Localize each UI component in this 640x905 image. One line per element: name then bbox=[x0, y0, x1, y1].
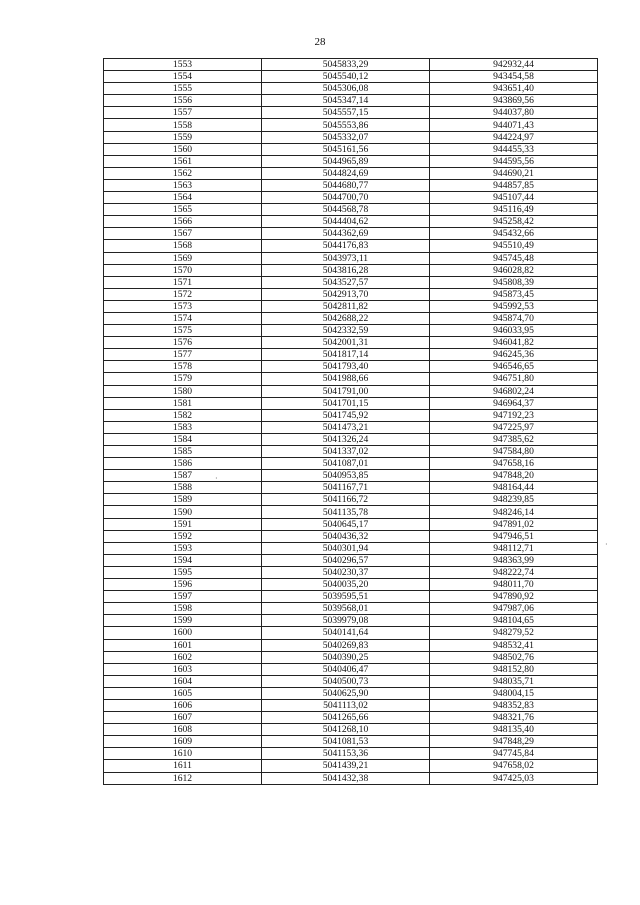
table-row bbox=[104, 603, 598, 615]
y-coordinate-cell: 947658,02 bbox=[430, 760, 598, 772]
point-number-cell: 1567 bbox=[104, 228, 262, 240]
x-coordinate-cell: 5042811,82 bbox=[262, 300, 430, 312]
x-coordinate-cell: 5041268,10 bbox=[262, 724, 430, 736]
y-coordinate-cell: 948532,41 bbox=[430, 639, 598, 651]
y-coordinate-cell: 948004,15 bbox=[430, 687, 598, 699]
point-number-cell: 1576 bbox=[104, 337, 262, 349]
point-number-cell: 1575 bbox=[104, 325, 262, 337]
point-number-cell: 1559 bbox=[104, 131, 262, 143]
table-row bbox=[104, 651, 598, 663]
x-coordinate-cell: 5045161,56 bbox=[262, 143, 430, 155]
point-number-cell: 1574 bbox=[104, 312, 262, 324]
y-coordinate-cell: 947946,51 bbox=[430, 530, 598, 542]
x-coordinate-cell: 5040301,94 bbox=[262, 542, 430, 554]
x-coordinate-cell: 5044824,69 bbox=[262, 167, 430, 179]
y-coordinate-cell: 948152,80 bbox=[430, 663, 598, 675]
y-coordinate-cell: 948011,70 bbox=[430, 579, 598, 591]
y-coordinate-cell: 946751,80 bbox=[430, 373, 598, 385]
y-coordinate-cell: 945107,44 bbox=[430, 192, 598, 204]
x-coordinate-cell: 5045540,12 bbox=[262, 71, 430, 83]
table-row bbox=[104, 518, 598, 530]
y-coordinate-cell: 948239,85 bbox=[430, 494, 598, 506]
table-row bbox=[104, 530, 598, 542]
x-coordinate-cell: 5043527,57 bbox=[262, 276, 430, 288]
scan-speck: · bbox=[215, 474, 218, 483]
point-number-cell: 1608 bbox=[104, 724, 262, 736]
table-row bbox=[104, 506, 598, 518]
point-number-cell: 1554 bbox=[104, 71, 262, 83]
point-number-cell: 1563 bbox=[104, 179, 262, 191]
y-coordinate-cell: 947890,92 bbox=[430, 591, 598, 603]
x-coordinate-cell: 5045833,29 bbox=[262, 59, 430, 71]
y-coordinate-cell: 947425,03 bbox=[430, 772, 598, 784]
y-coordinate-cell: 947891,02 bbox=[430, 518, 598, 530]
point-number-cell: 1577 bbox=[104, 349, 262, 361]
point-number-cell: 1556 bbox=[104, 95, 262, 107]
table-row bbox=[104, 312, 598, 324]
y-coordinate-cell: 947745,84 bbox=[430, 748, 598, 760]
x-coordinate-cell: 5040436,32 bbox=[262, 530, 430, 542]
point-number-cell: 1582 bbox=[104, 409, 262, 421]
x-coordinate-cell: 5042688,22 bbox=[262, 312, 430, 324]
y-coordinate-cell: 946964,37 bbox=[430, 397, 598, 409]
y-coordinate-cell: 944690,21 bbox=[430, 167, 598, 179]
point-number-cell: 1601 bbox=[104, 639, 262, 651]
point-number-cell: 1580 bbox=[104, 385, 262, 397]
point-number-cell: 1594 bbox=[104, 554, 262, 566]
point-number-cell: 1606 bbox=[104, 699, 262, 711]
x-coordinate-cell: 5041432,38 bbox=[262, 772, 430, 784]
x-coordinate-cell: 5044176,83 bbox=[262, 240, 430, 252]
x-coordinate-cell: 5045553,86 bbox=[262, 119, 430, 131]
table-row bbox=[104, 240, 598, 252]
y-coordinate-cell: 948164,44 bbox=[430, 482, 598, 494]
y-coordinate-cell: 948222,74 bbox=[430, 566, 598, 578]
y-coordinate-cell: 946028,82 bbox=[430, 264, 598, 276]
point-number-cell: 1578 bbox=[104, 361, 262, 373]
table-row bbox=[104, 300, 598, 312]
point-number-cell: 1569 bbox=[104, 252, 262, 264]
point-number-cell: 1581 bbox=[104, 397, 262, 409]
point-number-cell: 1591 bbox=[104, 518, 262, 530]
table-row bbox=[104, 772, 598, 784]
y-coordinate-cell: 948246,14 bbox=[430, 506, 598, 518]
x-coordinate-cell: 5041439,21 bbox=[262, 760, 430, 772]
x-coordinate-cell: 5040230,37 bbox=[262, 566, 430, 578]
x-coordinate-cell: 5041135,78 bbox=[262, 506, 430, 518]
x-coordinate-cell: 5041166,72 bbox=[262, 494, 430, 506]
table-row bbox=[104, 760, 598, 772]
point-number-cell: 1600 bbox=[104, 627, 262, 639]
table-row bbox=[104, 373, 598, 385]
point-number-cell: 1588 bbox=[104, 482, 262, 494]
x-coordinate-cell: 5040390,25 bbox=[262, 651, 430, 663]
table-row bbox=[104, 107, 598, 119]
y-coordinate-cell: 943869,56 bbox=[430, 95, 598, 107]
y-coordinate-cell: 948352,83 bbox=[430, 699, 598, 711]
y-coordinate-cell: 947658,16 bbox=[430, 458, 598, 470]
y-coordinate-cell: 946041,82 bbox=[430, 337, 598, 349]
table-row bbox=[104, 542, 598, 554]
y-coordinate-cell: 943454,58 bbox=[430, 71, 598, 83]
x-coordinate-cell: 5042332,59 bbox=[262, 325, 430, 337]
y-coordinate-cell: 944037,80 bbox=[430, 107, 598, 119]
point-number-cell: 1568 bbox=[104, 240, 262, 252]
point-number-cell: 1553 bbox=[104, 59, 262, 71]
table-row bbox=[104, 409, 598, 421]
y-coordinate-cell: 945874,70 bbox=[430, 312, 598, 324]
x-coordinate-cell: 5043816,28 bbox=[262, 264, 430, 276]
point-number-cell: 1572 bbox=[104, 288, 262, 300]
x-coordinate-cell: 5044568,78 bbox=[262, 204, 430, 216]
table-row bbox=[104, 325, 598, 337]
y-coordinate-cell: 945510,49 bbox=[430, 240, 598, 252]
table-row bbox=[104, 748, 598, 760]
x-coordinate-cell: 5040141,64 bbox=[262, 627, 430, 639]
y-coordinate-cell: 948112,71 bbox=[430, 542, 598, 554]
point-number-cell: 1604 bbox=[104, 675, 262, 687]
table-row bbox=[104, 554, 598, 566]
x-coordinate-cell: 5042913,70 bbox=[262, 288, 430, 300]
point-number-cell: 1579 bbox=[104, 373, 262, 385]
y-coordinate-cell: 945992,53 bbox=[430, 300, 598, 312]
x-coordinate-cell: 5040953,85 bbox=[262, 470, 430, 482]
x-coordinate-cell: 5045332,07 bbox=[262, 131, 430, 143]
x-coordinate-cell: 5040645,17 bbox=[262, 518, 430, 530]
x-coordinate-cell: 5045347,14 bbox=[262, 95, 430, 107]
table-row bbox=[104, 192, 598, 204]
x-coordinate-cell: 5044404,62 bbox=[262, 216, 430, 228]
table-row bbox=[104, 361, 598, 373]
table-row bbox=[104, 687, 598, 699]
y-coordinate-cell: 942932,44 bbox=[430, 59, 598, 71]
table-row bbox=[104, 663, 598, 675]
y-coordinate-cell: 944455,33 bbox=[430, 143, 598, 155]
point-number-cell: 1603 bbox=[104, 663, 262, 675]
x-coordinate-cell: 5041745,92 bbox=[262, 409, 430, 421]
table-row bbox=[104, 446, 598, 458]
table-row bbox=[104, 216, 598, 228]
y-coordinate-cell: 948321,76 bbox=[430, 712, 598, 724]
table-row bbox=[104, 155, 598, 167]
x-coordinate-cell: 5040625,90 bbox=[262, 687, 430, 699]
point-number-cell: 1557 bbox=[104, 107, 262, 119]
point-number-cell: 1587 bbox=[104, 470, 262, 482]
point-number-cell: 1589 bbox=[104, 494, 262, 506]
table-row bbox=[104, 228, 598, 240]
x-coordinate-cell: 5044680,77 bbox=[262, 179, 430, 191]
table-row bbox=[104, 566, 598, 578]
y-coordinate-cell: 944224,97 bbox=[430, 131, 598, 143]
x-coordinate-cell: 5045306,08 bbox=[262, 83, 430, 95]
page-number: 28 bbox=[314, 36, 326, 48]
point-number-cell: 1592 bbox=[104, 530, 262, 542]
y-coordinate-cell: 948135,40 bbox=[430, 724, 598, 736]
table-row bbox=[104, 482, 598, 494]
x-coordinate-cell: 5040500,73 bbox=[262, 675, 430, 687]
point-number-cell: 1583 bbox=[104, 421, 262, 433]
table-row bbox=[104, 252, 598, 264]
table-row bbox=[104, 143, 598, 155]
table-row bbox=[104, 385, 598, 397]
table-row bbox=[104, 579, 598, 591]
table-row bbox=[104, 421, 598, 433]
table-row bbox=[104, 639, 598, 651]
point-number-cell: 1584 bbox=[104, 433, 262, 445]
point-number-cell: 1598 bbox=[104, 603, 262, 615]
y-coordinate-cell: 944595,56 bbox=[430, 155, 598, 167]
table-row bbox=[104, 288, 598, 300]
y-coordinate-cell: 945808,39 bbox=[430, 276, 598, 288]
x-coordinate-cell: 5039568,01 bbox=[262, 603, 430, 615]
table-row bbox=[104, 494, 598, 506]
table-row bbox=[104, 433, 598, 445]
y-coordinate-cell: 944071,43 bbox=[430, 119, 598, 131]
x-coordinate-cell: 5041701,15 bbox=[262, 397, 430, 409]
x-coordinate-cell: 5041793,40 bbox=[262, 361, 430, 373]
table-row bbox=[104, 71, 598, 83]
x-coordinate-cell: 5041326,24 bbox=[262, 433, 430, 445]
x-coordinate-cell: 5040269,83 bbox=[262, 639, 430, 651]
table-row bbox=[104, 83, 598, 95]
y-coordinate-cell: 948104,65 bbox=[430, 615, 598, 627]
point-number-cell: 1585 bbox=[104, 446, 262, 458]
point-number-cell: 1610 bbox=[104, 748, 262, 760]
x-coordinate-cell: 5040035,20 bbox=[262, 579, 430, 591]
point-number-cell: 1611 bbox=[104, 760, 262, 772]
table-row bbox=[104, 264, 598, 276]
y-coordinate-cell: 943651,40 bbox=[430, 83, 598, 95]
x-coordinate-cell: 5043973,11 bbox=[262, 252, 430, 264]
table-row bbox=[104, 675, 598, 687]
coordinates-table bbox=[103, 58, 598, 785]
x-coordinate-cell: 5041265,66 bbox=[262, 712, 430, 724]
y-coordinate-cell: 947385,62 bbox=[430, 433, 598, 445]
x-coordinate-cell: 5041087,01 bbox=[262, 458, 430, 470]
x-coordinate-cell: 5041988,66 bbox=[262, 373, 430, 385]
y-coordinate-cell: 945873,45 bbox=[430, 288, 598, 300]
point-number-cell: 1562 bbox=[104, 167, 262, 179]
y-coordinate-cell: 945745,48 bbox=[430, 252, 598, 264]
point-number-cell: 1612 bbox=[104, 772, 262, 784]
table-row bbox=[104, 712, 598, 724]
x-coordinate-cell: 5041337,02 bbox=[262, 446, 430, 458]
table-row bbox=[104, 397, 598, 409]
point-number-cell: 1597 bbox=[104, 591, 262, 603]
point-number-cell: 1564 bbox=[104, 192, 262, 204]
table-row bbox=[104, 699, 598, 711]
x-coordinate-cell: 5041081,53 bbox=[262, 736, 430, 748]
point-number-cell: 1565 bbox=[104, 204, 262, 216]
x-coordinate-cell: 5041153,36 bbox=[262, 748, 430, 760]
x-coordinate-cell: 5044700,70 bbox=[262, 192, 430, 204]
y-coordinate-cell: 947987,06 bbox=[430, 603, 598, 615]
table-row bbox=[104, 627, 598, 639]
table-row bbox=[104, 167, 598, 179]
x-coordinate-cell: 5041167,71 bbox=[262, 482, 430, 494]
x-coordinate-cell: 5044965,89 bbox=[262, 155, 430, 167]
point-number-cell: 1558 bbox=[104, 119, 262, 131]
table-row bbox=[104, 458, 598, 470]
table-row bbox=[104, 119, 598, 131]
point-number-cell: 1602 bbox=[104, 651, 262, 663]
y-coordinate-cell: 946033,95 bbox=[430, 325, 598, 337]
y-coordinate-cell: 946245,36 bbox=[430, 349, 598, 361]
x-coordinate-cell: 5045557,15 bbox=[262, 107, 430, 119]
y-coordinate-cell: 947584,80 bbox=[430, 446, 598, 458]
y-coordinate-cell: 948279,52 bbox=[430, 627, 598, 639]
y-coordinate-cell: 948502,76 bbox=[430, 651, 598, 663]
y-coordinate-cell: 947848,29 bbox=[430, 736, 598, 748]
y-coordinate-cell: 948363,99 bbox=[430, 554, 598, 566]
y-coordinate-cell: 946546,65 bbox=[430, 361, 598, 373]
table-row bbox=[104, 615, 598, 627]
point-number-cell: 1599 bbox=[104, 615, 262, 627]
x-coordinate-cell: 5042001,31 bbox=[262, 337, 430, 349]
x-coordinate-cell: 5041113,02 bbox=[262, 699, 430, 711]
x-coordinate-cell: 5039595,51 bbox=[262, 591, 430, 603]
table-row bbox=[104, 736, 598, 748]
x-coordinate-cell: 5044362,69 bbox=[262, 228, 430, 240]
point-number-cell: 1609 bbox=[104, 736, 262, 748]
point-number-cell: 1560 bbox=[104, 143, 262, 155]
table-row bbox=[104, 131, 598, 143]
point-number-cell: 1555 bbox=[104, 83, 262, 95]
point-number-cell: 1596 bbox=[104, 579, 262, 591]
point-number-cell: 1593 bbox=[104, 542, 262, 554]
point-number-cell: 1605 bbox=[104, 687, 262, 699]
y-coordinate-cell: 945258,42 bbox=[430, 216, 598, 228]
point-number-cell: 1590 bbox=[104, 506, 262, 518]
point-number-cell: 1561 bbox=[104, 155, 262, 167]
point-number-cell: 1607 bbox=[104, 712, 262, 724]
y-coordinate-cell: 947848,20 bbox=[430, 470, 598, 482]
point-number-cell: 1573 bbox=[104, 300, 262, 312]
x-coordinate-cell: 5039979,08 bbox=[262, 615, 430, 627]
table-row bbox=[104, 204, 598, 216]
table-row bbox=[104, 470, 598, 482]
table-row bbox=[104, 337, 598, 349]
table-row bbox=[104, 349, 598, 361]
point-number-cell: 1571 bbox=[104, 276, 262, 288]
table-row bbox=[104, 276, 598, 288]
point-number-cell: 1566 bbox=[104, 216, 262, 228]
y-coordinate-cell: 947192,23 bbox=[430, 409, 598, 421]
y-coordinate-cell: 944857,85 bbox=[430, 179, 598, 191]
coordinates-table-body bbox=[104, 59, 598, 785]
point-number-cell: 1570 bbox=[104, 264, 262, 276]
y-coordinate-cell: 947225,97 bbox=[430, 421, 598, 433]
table-row bbox=[104, 724, 598, 736]
y-coordinate-cell: 946802,24 bbox=[430, 385, 598, 397]
x-coordinate-cell: 5040406,47 bbox=[262, 663, 430, 675]
x-coordinate-cell: 5040296,57 bbox=[262, 554, 430, 566]
y-coordinate-cell: 948035,71 bbox=[430, 675, 598, 687]
table-row bbox=[104, 95, 598, 107]
y-coordinate-cell: 945116,49 bbox=[430, 204, 598, 216]
x-coordinate-cell: 5041817,14 bbox=[262, 349, 430, 361]
table-row bbox=[104, 179, 598, 191]
point-number-cell: 1586 bbox=[104, 458, 262, 470]
table-row bbox=[104, 59, 598, 71]
table-row bbox=[104, 591, 598, 603]
scan-speck: · bbox=[605, 540, 608, 549]
x-coordinate-cell: 5041473,21 bbox=[262, 421, 430, 433]
point-number-cell: 1595 bbox=[104, 566, 262, 578]
y-coordinate-cell: 945432,66 bbox=[430, 228, 598, 240]
x-coordinate-cell: 5041791,00 bbox=[262, 385, 430, 397]
